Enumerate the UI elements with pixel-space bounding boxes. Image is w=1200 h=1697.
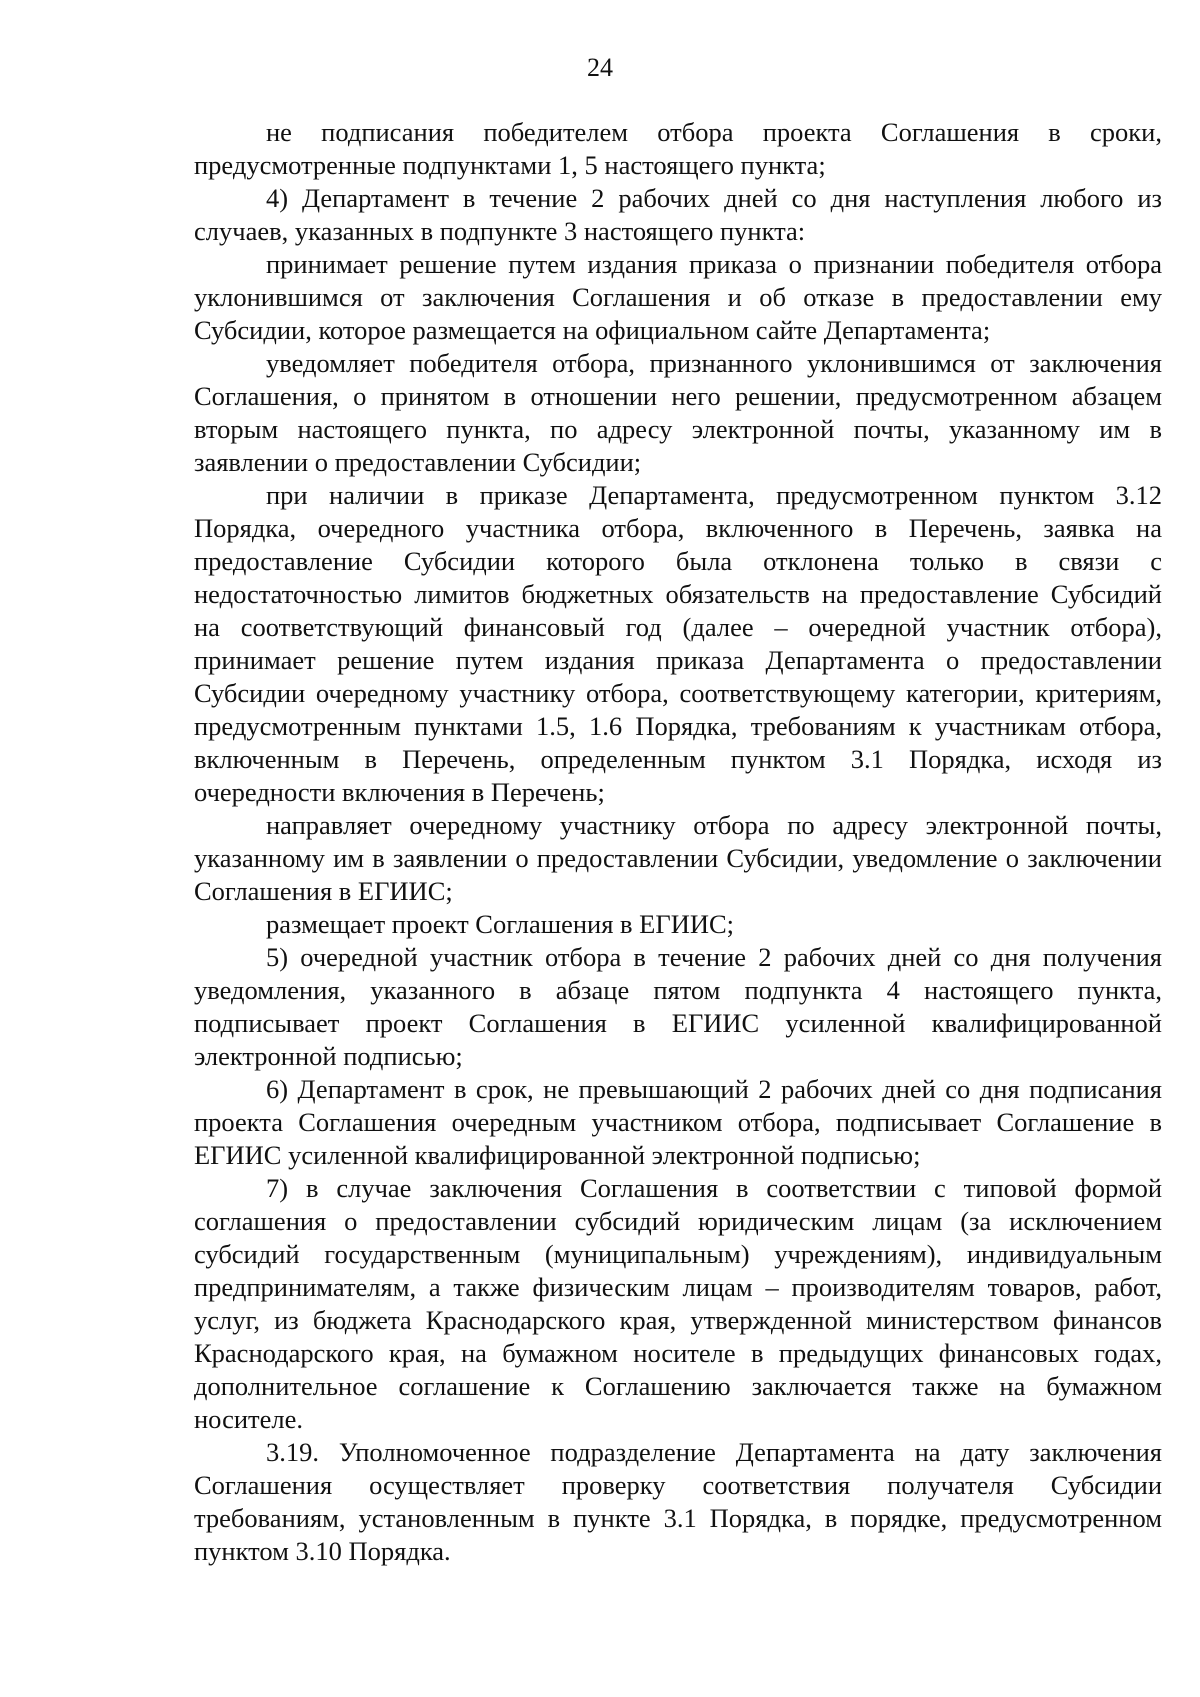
paragraph-send-notice: направляет очередному участнику отбора по адресу электронной почты, указанному им в заявлении о предоставлении Субсидии, уведомление о заключении Соглашения в ЕГИИС; — [194, 810, 1162, 906]
paragraph-publish-draft: размещает проект Соглашения в ЕГИИС; — [266, 909, 735, 939]
paragraph-decision: принимает решение путем издания приказа о признании победителя отбора уклонившимся от заключения Соглашения и об отказе в предоставлении ему Субсидии, которое размещается на официальном сайте Департамента; — [194, 249, 1162, 345]
paragraph-item-5: 5) очередной участник отбора в течение 2 рабочих дней со дня получения уведомления, указанного в абзаце пятом подпункта 4 настоящего пункта, подписывает проект Соглашения в ЕГИИС усиленной квалифицированной электронной подписью; — [194, 942, 1162, 1071]
paragraph-section-3-19: 3.19. Уполномоченное подразделение Департамента на дату заключения Соглашения осуществляет проверку соответствия получателя Субсидии требованиям, установленным в пункте 3.1 Порядка, в порядке, предусмотренном пунктом 3.10 Порядка. — [194, 1437, 1162, 1566]
document-body — [194, 116, 1162, 1568]
paragraph-item-4: 4) Департамент в течение 2 рабочих дней со дня наступления любого из случаев, указанных в подпункте 3 настоящего пункта: — [194, 183, 1162, 246]
paragraph-item-6: 6) Департамент в срок, не превышающий 2 рабочих дней со дня подписания проекта Соглашения очередным участником отбора, подписывает Соглашение в ЕГИИС усиленной квалифицированной электронной подписью; — [194, 1074, 1162, 1170]
paragraph-item-7: 7) в случае заключения Соглашения в соответствии с типовой формой соглашения о предоставлении субсидий юридическим лицам (за исключением субсидий государственным (муниципальным) учреждениям), индивидуальным предпринимателям, а также физическим лицам – производителям товаров, работ, услуг, из бюджета Краснодарского края, утвержденной министерством финансов Краснодарского края, на бумажном носителе в предыдущих финансовых годах, дополнительное соглашение к Соглашению заключается также на бумажном носителе. — [194, 1173, 1162, 1434]
paragraph-not-signed: не подписания победителем отбора проекта Соглашения в сроки, предусмотренные подпунктами 1, 5 настоящего пункта; — [194, 117, 1162, 180]
page-number: 24 — [587, 53, 613, 82]
paragraph-notify-winner: уведомляет победителя отбора, признанного уклонившимся от заключения Соглашения, о принятом в отношении него решении, предусмотренном абзацем вторым настоящего пункта, по адресу электронной почты, указанному им в заявлении о предоставлении Субсидии; — [194, 348, 1162, 477]
paragraph-next-participant: при наличии в приказе Департамента, предусмотренном пунктом 3.12 Порядка, очередного участника отбора, включенного в Перечень, заявка на предоставление Субсидии которого была отклонена только в связи с недостаточностью лимитов бюджетных обязательств на предоставление Субсидий на соответствующий финансовый год (далее – очередной участник отбора), принимает решение путем издания приказа Департамента о предоставлении Субсидии очередному участнику отбора, соответствующему категории, критериям, предусмотренным пунктами 1.5, 1.6 Порядка, требованиям к участникам отбора, включенным в Перечень, определенным пунктом 3.1 Порядка, исходя из очередности включения в Перечень; — [194, 480, 1162, 807]
